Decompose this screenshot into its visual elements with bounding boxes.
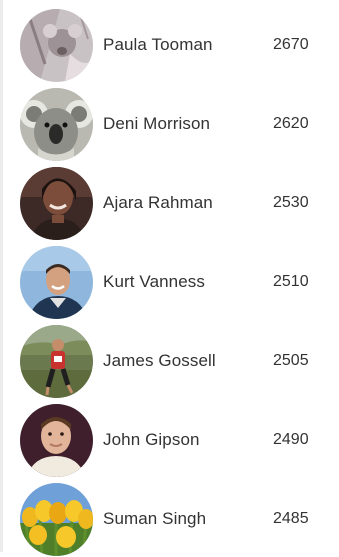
player-score: 2510: [273, 273, 309, 290]
player-name: Suman Singh: [103, 509, 207, 528]
player-name: Ajara Rahman: [103, 193, 213, 212]
leaderboard-row[interactable]: [20, 244, 339, 320]
avatar-runner[interactable]: [20, 325, 93, 398]
player-score: 2530: [273, 194, 309, 211]
player-name: Kurt Vanness: [103, 272, 205, 291]
player-score: 2490: [273, 431, 309, 448]
player-name: John Gipson: [103, 430, 200, 449]
player-name: Deni Morrison: [103, 114, 211, 133]
leaderboard-row[interactable]: [20, 481, 339, 557]
player-name: Paula Tooman: [103, 35, 213, 54]
avatar-man-portrait[interactable]: [20, 404, 93, 477]
leaderboard-row[interactable]: [20, 402, 339, 478]
player-score: 2670: [273, 36, 309, 53]
player-score: 2620: [273, 115, 309, 132]
player-score: 2485: [273, 510, 309, 527]
player-score: 2505: [273, 352, 309, 369]
leaderboard-row[interactable]: [20, 323, 339, 399]
leaderboard-row[interactable]: [20, 86, 339, 162]
player-name: James Gossell: [103, 351, 216, 370]
avatar-tulips[interactable]: [20, 483, 93, 556]
leaderboard-row[interactable]: [20, 7, 339, 83]
avatar-koala-sketch[interactable]: [20, 9, 93, 82]
avatar-man-sky[interactable]: [20, 246, 93, 319]
avatar-koala[interactable]: [20, 88, 93, 161]
avatar-woman-portrait[interactable]: [20, 167, 93, 240]
leaderboard-row[interactable]: [20, 165, 339, 241]
